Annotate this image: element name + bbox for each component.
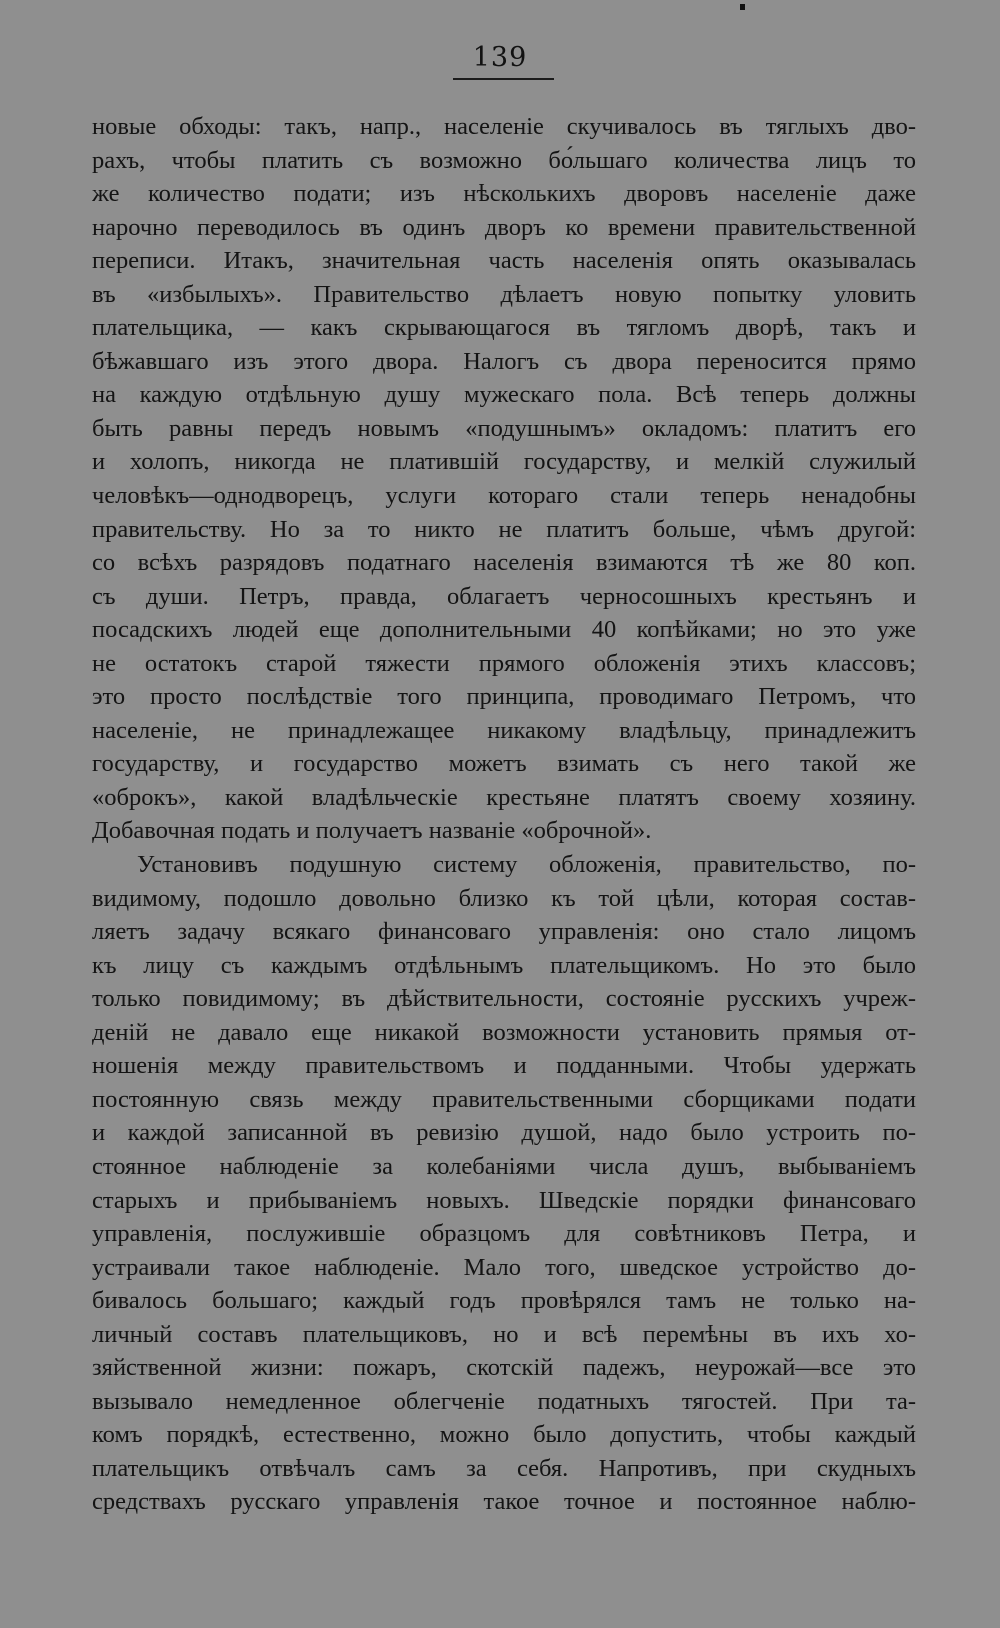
text-line: нарочно переводилось въ одинъ дворъ ко времени правительственной — [92, 213, 916, 241]
text-line: комъ порядкѣ, естественно, можно было допустить, чтобы каждый — [92, 1421, 916, 1449]
header-rule — [453, 78, 554, 80]
paragraph-end-line: Добавочная подать и получаетъ названіе «оброчной». — [92, 817, 652, 845]
text-line: бивалось большаго; каждый годъ провѣрялся тамъ не только на- — [92, 1287, 916, 1315]
text-line: стоянное наблюденіе за колебаніями числа душъ, выбываніемъ — [92, 1152, 916, 1180]
text-line: бѣжавшаго изъ этого двора. Налогъ съ двора переносится прямо — [92, 347, 916, 375]
text-line: плательщикъ отвѣчалъ самъ за себя. Напротивъ, при скудныхъ — [92, 1454, 916, 1482]
text-line: ляетъ задачу всякаго финансоваго управленія: оно стало лицомъ — [92, 918, 916, 946]
text-line: новые обходы: такъ, напр., населеніе скучивалось въ тяглыхъ дво- — [92, 113, 916, 140]
text-line: посадскихъ людей еще дополнительными 40 копѣйками; но это уже — [92, 616, 916, 644]
text-line: видимому, подошло довольно близко къ той цѣли, которая состав- — [92, 884, 916, 912]
text-line: съ души. Петръ, правда, облагаетъ черносошныхъ крестьянъ и — [92, 582, 916, 610]
text-line: со всѣхъ разрядовъ податнаго населенія взимаются тѣ же 80 коп. — [92, 549, 916, 577]
text-line: личный составъ плательщиковъ, но и всѣ перемѣны въ ихъ хо- — [92, 1320, 916, 1348]
paragraph-start-line: Установивъ подушную систему обложенія, правительство, по- — [137, 851, 916, 879]
text-line: къ лицу съ каждымъ отдѣльнымъ плательщикомъ. Но это было — [92, 951, 916, 979]
page-number: 139 — [472, 42, 528, 73]
text-line: плательщика, — какъ скрывающагося въ тягломъ дворѣ, такъ и — [92, 314, 916, 342]
text-line: «оброкъ», какой владѣльческіе крестьяне платятъ своему хозяину. — [92, 783, 916, 811]
text-line: же количество подати; изъ нѣсколькихъ дворовъ населеніе даже — [92, 180, 916, 208]
text-line: быть равны передъ новымъ «подушнымъ» окладомъ: платитъ его — [92, 414, 916, 442]
text-line: вызывало немедленное облегченіе податныхъ тягостей. При та- — [92, 1387, 916, 1415]
text-line: не остатокъ старой тяжести прямого обложенія этихъ классовъ; — [92, 649, 916, 677]
text-line: это просто послѣдствіе того принципа, проводимаго Петромъ, что — [92, 683, 916, 711]
text-line: переписи. Итакъ, значительная часть населенія опять оказывалась — [92, 247, 916, 275]
text-line: въ «избылыхъ». Правительство дѣлаетъ новую попытку уловить — [92, 280, 916, 308]
text-line: управленія, послужившіе образцомъ для совѣтниковъ Петра, и — [92, 1220, 916, 1248]
text-line: средствахъ русскаго управленія такое точное и постоянное наблю- — [92, 1488, 916, 1516]
text-line: и холопъ, никогда не платившій государству, и мелкій служилый — [92, 448, 916, 476]
text-line: только повидимому; въ дѣйствительности, состояніе русскихъ учреж- — [92, 985, 916, 1013]
text-line: рахъ, чтобы платить съ возможно бо́льшаго количества лицъ то — [92, 146, 916, 174]
text-line: правительству. Но за то никто не платитъ больше, чѣмъ другой: — [92, 515, 916, 543]
text-line: ношенія между правительствомъ и подданными. Чтобы удержать — [92, 1052, 916, 1080]
text-line: государству, и государство можетъ взимать съ него такой же — [92, 750, 916, 778]
text-line: зяйственной жизни: пожаръ, скотскій падежъ, неурожай—все это — [92, 1354, 916, 1382]
text-line: и каждой записанной въ ревизію душой, надо было устроить по- — [92, 1119, 916, 1147]
text-line: на каждую отдѣльную душу мужескаго пола. Всѣ теперь должны — [92, 381, 916, 409]
text-line: старыхъ и прибываніемъ новыхъ. Шведскіе порядки финансоваго — [92, 1186, 916, 1214]
text-line: деній не давало еще никакой возможности установить прямыя от- — [92, 1018, 916, 1046]
body-text — [92, 110, 916, 1519]
text-line: постоянную связь между правительственными сборщиками подати — [92, 1085, 916, 1113]
text-line: человѣкъ—однодворецъ, услуги котораго стали теперь ненадобны — [92, 482, 916, 510]
text-line: устраивали такое наблюденіе. Мало того, шведское устройство до- — [92, 1253, 916, 1281]
print-speck — [740, 4, 745, 10]
text-line: населеніе, не принадлежащее никакому владѣльцу, принадлежитъ — [92, 716, 916, 744]
